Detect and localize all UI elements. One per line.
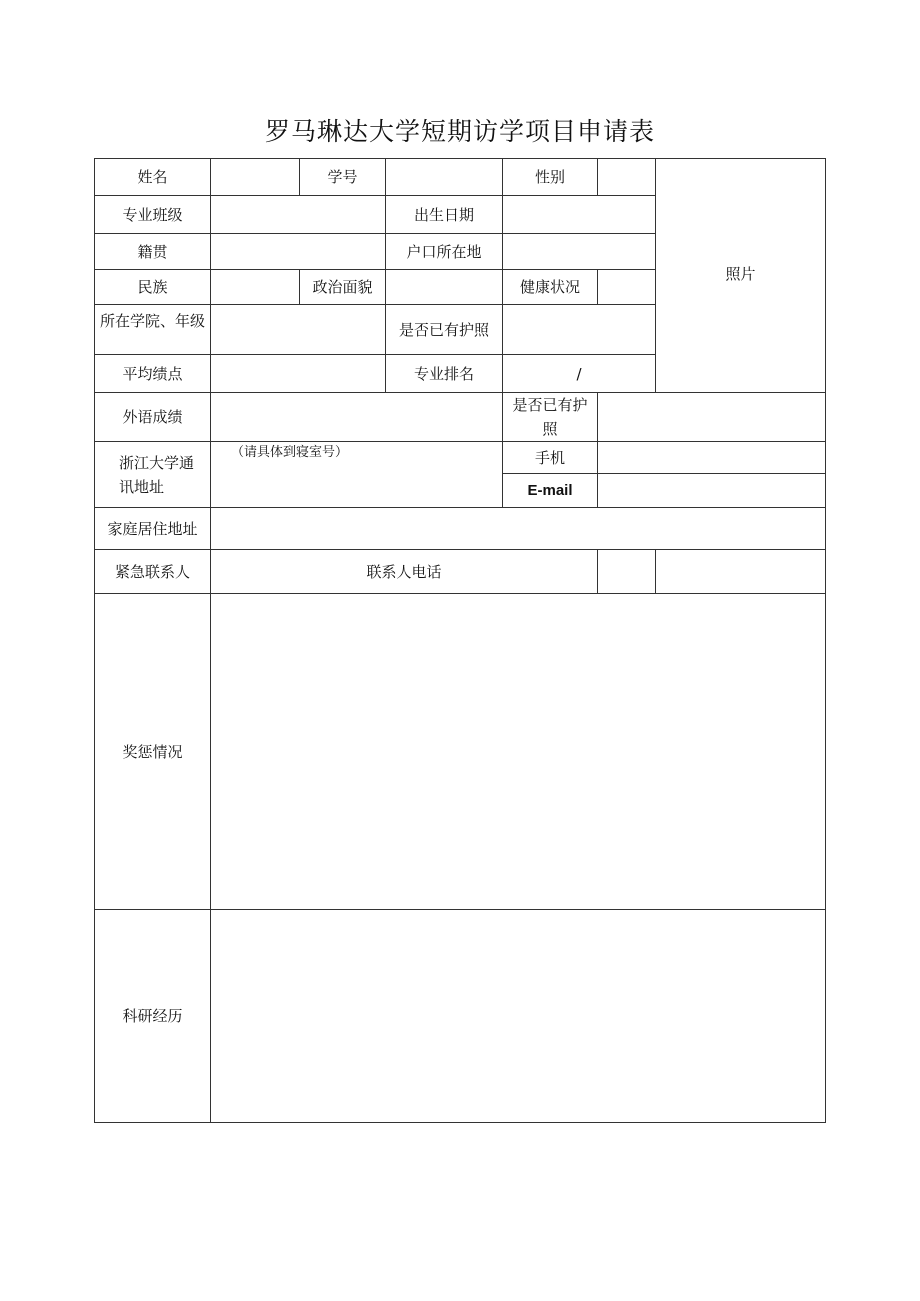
household-location-label: 户口所在地 <box>386 234 503 270</box>
email-label: E-mail <box>503 474 598 508</box>
gpa-field[interactable] <box>211 355 386 393</box>
contact-phone-field[interactable] <box>656 550 826 594</box>
ethnicity-field[interactable] <box>211 270 300 305</box>
contact-phone-label: 联系人电话 <box>211 550 598 594</box>
native-place-label: 籍贯 <box>95 234 211 270</box>
student-id-field[interactable] <box>386 159 503 196</box>
gender-field[interactable] <box>598 159 656 196</box>
household-location-field[interactable] <box>503 234 656 270</box>
home-address-field[interactable] <box>211 508 826 550</box>
name-label: 姓名 <box>95 159 211 196</box>
has-passport-field[interactable] <box>503 305 656 355</box>
major-rank-label: 专业排名 <box>386 355 503 393</box>
major-class-field[interactable] <box>211 196 386 234</box>
major-class-label: 专业班级 <box>95 196 211 234</box>
home-address-label: 家庭居住地址 <box>95 508 211 550</box>
awards-penalties-field[interactable] <box>211 594 826 910</box>
major-rank-field[interactable]: / <box>503 355 656 393</box>
research-experience-label: 科研经历 <box>95 910 211 1123</box>
emergency-contact-label: 紧急联系人 <box>95 550 211 594</box>
gpa-label: 平均绩点 <box>95 355 211 393</box>
foreign-language-score-label: 外语成绩 <box>95 393 211 442</box>
zju-address-field[interactable]: （请具体到寝室号） <box>211 442 503 508</box>
has-passport-field-2[interactable] <box>598 393 826 442</box>
political-status-label: 政治面貌 <box>300 270 386 305</box>
student-id-label: 学号 <box>300 159 386 196</box>
college-grade-field[interactable] <box>211 305 386 355</box>
gender-label: 性别 <box>503 159 598 196</box>
birth-date-label: 出生日期 <box>386 196 503 234</box>
political-status-field[interactable] <box>386 270 503 305</box>
native-place-field[interactable] <box>211 234 386 270</box>
mobile-label: 手机 <box>503 442 598 474</box>
email-field[interactable] <box>598 474 826 508</box>
photo-box[interactable]: 照片 <box>656 159 826 393</box>
ethnicity-label: 民族 <box>95 270 211 305</box>
research-experience-field[interactable] <box>211 910 826 1123</box>
health-status-label: 健康状况 <box>503 270 598 305</box>
form-title: 罗马琳达大学短期访学项目申请表 <box>264 117 655 146</box>
has-passport-label-2: 是否已有护照 <box>503 393 598 442</box>
application-form-table <box>94 158 826 1123</box>
foreign-language-score-field[interactable] <box>211 393 503 442</box>
awards-penalties-label: 奖惩情况 <box>95 594 211 910</box>
has-passport-label: 是否已有护照 <box>386 305 503 355</box>
birth-date-field[interactable] <box>503 196 656 234</box>
emergency-contact-field[interactable] <box>598 550 656 594</box>
zju-address-label: 浙江大学通讯地址 <box>95 442 211 508</box>
mobile-field[interactable] <box>598 442 826 474</box>
college-grade-label: 所在学院、年级 <box>95 305 211 355</box>
name-field[interactable] <box>211 159 300 196</box>
health-status-field[interactable] <box>598 270 656 305</box>
